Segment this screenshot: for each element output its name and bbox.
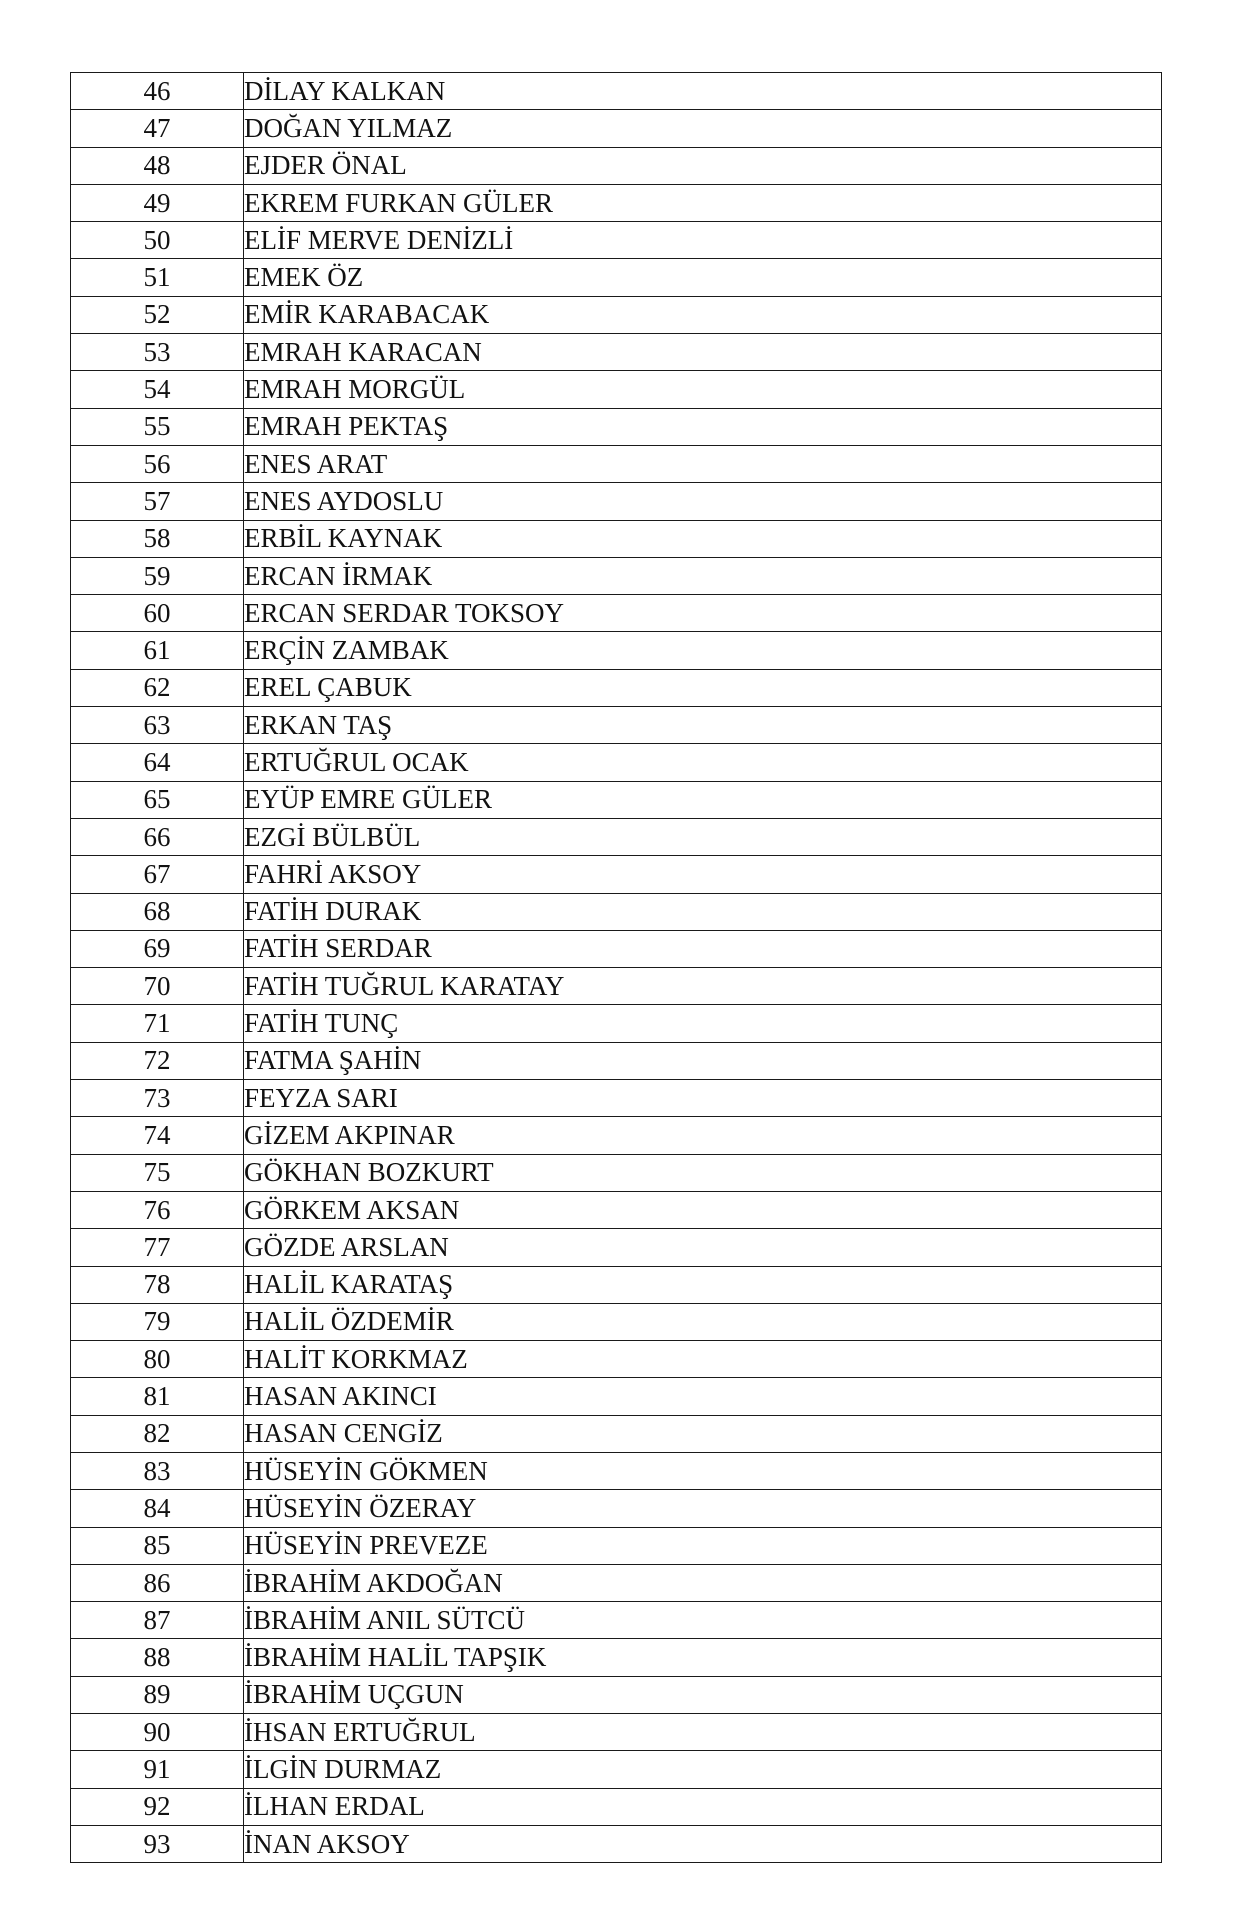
- row-number-cell: 78: [71, 1266, 244, 1303]
- table-row: [71, 1266, 1162, 1303]
- row-number-cell: 62: [71, 669, 244, 706]
- row-number-cell: 55: [71, 408, 244, 445]
- table-row: [71, 73, 1162, 110]
- person-name-cell: DOĞAN YILMAZ: [244, 110, 1162, 147]
- row-number-cell: 74: [71, 1117, 244, 1154]
- row-number-cell: 46: [71, 73, 244, 110]
- table-row: [71, 557, 1162, 594]
- table-row: [71, 1229, 1162, 1266]
- person-name-cell: EMRAH PEKTAŞ: [244, 408, 1162, 445]
- table-row: [71, 930, 1162, 967]
- person-name-cell: EREL ÇABUK: [244, 669, 1162, 706]
- table-row: [71, 296, 1162, 333]
- table-row: [71, 632, 1162, 669]
- table-row: [71, 744, 1162, 781]
- person-name-cell: DİLAY KALKAN: [244, 73, 1162, 110]
- table-row: [71, 147, 1162, 184]
- person-name-cell: İHSAN ERTUĞRUL: [244, 1714, 1162, 1751]
- row-number-cell: 70: [71, 968, 244, 1005]
- table-row: [71, 818, 1162, 855]
- table-row: [71, 856, 1162, 893]
- row-number-cell: 76: [71, 1191, 244, 1228]
- table-row: [71, 1676, 1162, 1713]
- row-number-cell: 66: [71, 818, 244, 855]
- table-row: [71, 1714, 1162, 1751]
- table-row: [71, 1191, 1162, 1228]
- table-row: [71, 371, 1162, 408]
- person-name-cell: İBRAHİM HALİL TAPŞIK: [244, 1639, 1162, 1676]
- table-row: [71, 1303, 1162, 1340]
- row-number-cell: 65: [71, 781, 244, 818]
- person-name-cell: ENES ARAT: [244, 445, 1162, 482]
- row-number-cell: 67: [71, 856, 244, 893]
- person-name-cell: FATİH SERDAR: [244, 930, 1162, 967]
- person-name-cell: ERTUĞRUL OCAK: [244, 744, 1162, 781]
- row-number-cell: 58: [71, 520, 244, 557]
- person-name-cell: FAHRİ AKSOY: [244, 856, 1162, 893]
- person-name-cell: HÜSEYİN PREVEZE: [244, 1527, 1162, 1564]
- table-row: [71, 1341, 1162, 1378]
- row-number-cell: 83: [71, 1452, 244, 1489]
- row-number-cell: 79: [71, 1303, 244, 1340]
- row-number-cell: 60: [71, 595, 244, 632]
- row-number-cell: 47: [71, 110, 244, 147]
- row-number-cell: 71: [71, 1005, 244, 1042]
- person-name-cell: HALİL ÖZDEMİR: [244, 1303, 1162, 1340]
- person-name-cell: EMİR KARABACAK: [244, 296, 1162, 333]
- table-row: [71, 1415, 1162, 1452]
- person-name-cell: HALİT KORKMAZ: [244, 1341, 1162, 1378]
- person-name-cell: ERCAN İRMAK: [244, 557, 1162, 594]
- row-number-cell: 72: [71, 1042, 244, 1079]
- table-row: [71, 1117, 1162, 1154]
- person-name-cell: ERCAN SERDAR TOKSOY: [244, 595, 1162, 632]
- person-name-cell: HÜSEYİN ÖZERAY: [244, 1490, 1162, 1527]
- table-row: [71, 1490, 1162, 1527]
- row-number-cell: 88: [71, 1639, 244, 1676]
- table-row: [71, 445, 1162, 482]
- person-name-cell: GÖKHAN BOZKURT: [244, 1154, 1162, 1191]
- person-name-cell: GÖZDE ARSLAN: [244, 1229, 1162, 1266]
- table-row: [71, 1825, 1162, 1862]
- table-row: [71, 1788, 1162, 1825]
- row-number-cell: 89: [71, 1676, 244, 1713]
- row-number-cell: 56: [71, 445, 244, 482]
- row-number-cell: 59: [71, 557, 244, 594]
- row-number-cell: 63: [71, 707, 244, 744]
- person-name-cell: EZGİ BÜLBÜL: [244, 818, 1162, 855]
- person-name-cell: İBRAHİM ANIL SÜTCÜ: [244, 1602, 1162, 1639]
- table-row: [71, 1751, 1162, 1788]
- table-row: [71, 968, 1162, 1005]
- row-number-cell: 81: [71, 1378, 244, 1415]
- row-number-cell: 54: [71, 371, 244, 408]
- table-row: [71, 1005, 1162, 1042]
- row-number-cell: 90: [71, 1714, 244, 1751]
- table-row: [71, 707, 1162, 744]
- row-number-cell: 85: [71, 1527, 244, 1564]
- row-number-cell: 51: [71, 259, 244, 296]
- row-number-cell: 75: [71, 1154, 244, 1191]
- table-row: [71, 110, 1162, 147]
- person-name-cell: GÖRKEM AKSAN: [244, 1191, 1162, 1228]
- person-name-cell: ERÇİN ZAMBAK: [244, 632, 1162, 669]
- person-name-cell: EMEK ÖZ: [244, 259, 1162, 296]
- person-name-cell: EKREM FURKAN GÜLER: [244, 184, 1162, 221]
- row-number-cell: 82: [71, 1415, 244, 1452]
- row-number-cell: 61: [71, 632, 244, 669]
- person-name-cell: ERBİL KAYNAK: [244, 520, 1162, 557]
- row-number-cell: 92: [71, 1788, 244, 1825]
- row-number-cell: 93: [71, 1825, 244, 1862]
- table-row: [71, 222, 1162, 259]
- table-row: [71, 1527, 1162, 1564]
- row-number-cell: 57: [71, 483, 244, 520]
- person-name-cell: ERKAN TAŞ: [244, 707, 1162, 744]
- person-name-cell: FATMA ŞAHİN: [244, 1042, 1162, 1079]
- person-name-cell: ELİF MERVE DENİZLİ: [244, 222, 1162, 259]
- person-name-cell: EMRAH MORGÜL: [244, 371, 1162, 408]
- row-number-cell: 52: [71, 296, 244, 333]
- person-name-cell: HASAN AKINCI: [244, 1378, 1162, 1415]
- person-name-cell: İLHAN ERDAL: [244, 1788, 1162, 1825]
- table-row: [71, 1080, 1162, 1117]
- table-row: [71, 1378, 1162, 1415]
- person-name-cell: HÜSEYİN GÖKMEN: [244, 1452, 1162, 1489]
- row-number-cell: 80: [71, 1341, 244, 1378]
- table-row: [71, 669, 1162, 706]
- row-number-cell: 53: [71, 334, 244, 371]
- name-list-table: [70, 72, 1162, 1863]
- table-row: [71, 1564, 1162, 1601]
- person-name-cell: FEYZA SARI: [244, 1080, 1162, 1117]
- table-row: [71, 1042, 1162, 1079]
- person-name-cell: İNAN AKSOY: [244, 1825, 1162, 1862]
- person-name-cell: EMRAH KARACAN: [244, 334, 1162, 371]
- person-name-cell: ENES AYDOSLU: [244, 483, 1162, 520]
- person-name-cell: HASAN CENGİZ: [244, 1415, 1162, 1452]
- table-row: [71, 1452, 1162, 1489]
- row-number-cell: 69: [71, 930, 244, 967]
- table-row: [71, 259, 1162, 296]
- name-list-body: [71, 73, 1162, 1863]
- person-name-cell: GİZEM AKPINAR: [244, 1117, 1162, 1154]
- table-row: [71, 334, 1162, 371]
- table-row: [71, 1639, 1162, 1676]
- row-number-cell: 48: [71, 147, 244, 184]
- person-name-cell: İBRAHİM UÇGUN: [244, 1676, 1162, 1713]
- table-row: [71, 1154, 1162, 1191]
- row-number-cell: 73: [71, 1080, 244, 1117]
- table-row: [71, 893, 1162, 930]
- person-name-cell: FATİH TUNÇ: [244, 1005, 1162, 1042]
- row-number-cell: 50: [71, 222, 244, 259]
- person-name-cell: İLGİN DURMAZ: [244, 1751, 1162, 1788]
- table-row: [71, 781, 1162, 818]
- row-number-cell: 49: [71, 184, 244, 221]
- row-number-cell: 84: [71, 1490, 244, 1527]
- row-number-cell: 87: [71, 1602, 244, 1639]
- table-row: [71, 184, 1162, 221]
- person-name-cell: HALİL KARATAŞ: [244, 1266, 1162, 1303]
- person-name-cell: FATİH TUĞRUL KARATAY: [244, 968, 1162, 1005]
- row-number-cell: 86: [71, 1564, 244, 1601]
- table-row: [71, 1602, 1162, 1639]
- table-row: [71, 483, 1162, 520]
- row-number-cell: 64: [71, 744, 244, 781]
- row-number-cell: 68: [71, 893, 244, 930]
- table-row: [71, 520, 1162, 557]
- row-number-cell: 77: [71, 1229, 244, 1266]
- table-row: [71, 595, 1162, 632]
- table-row: [71, 408, 1162, 445]
- person-name-cell: EJDER ÖNAL: [244, 147, 1162, 184]
- row-number-cell: 91: [71, 1751, 244, 1788]
- person-name-cell: İBRAHİM AKDOĞAN: [244, 1564, 1162, 1601]
- person-name-cell: EYÜP EMRE GÜLER: [244, 781, 1162, 818]
- person-name-cell: FATİH DURAK: [244, 893, 1162, 930]
